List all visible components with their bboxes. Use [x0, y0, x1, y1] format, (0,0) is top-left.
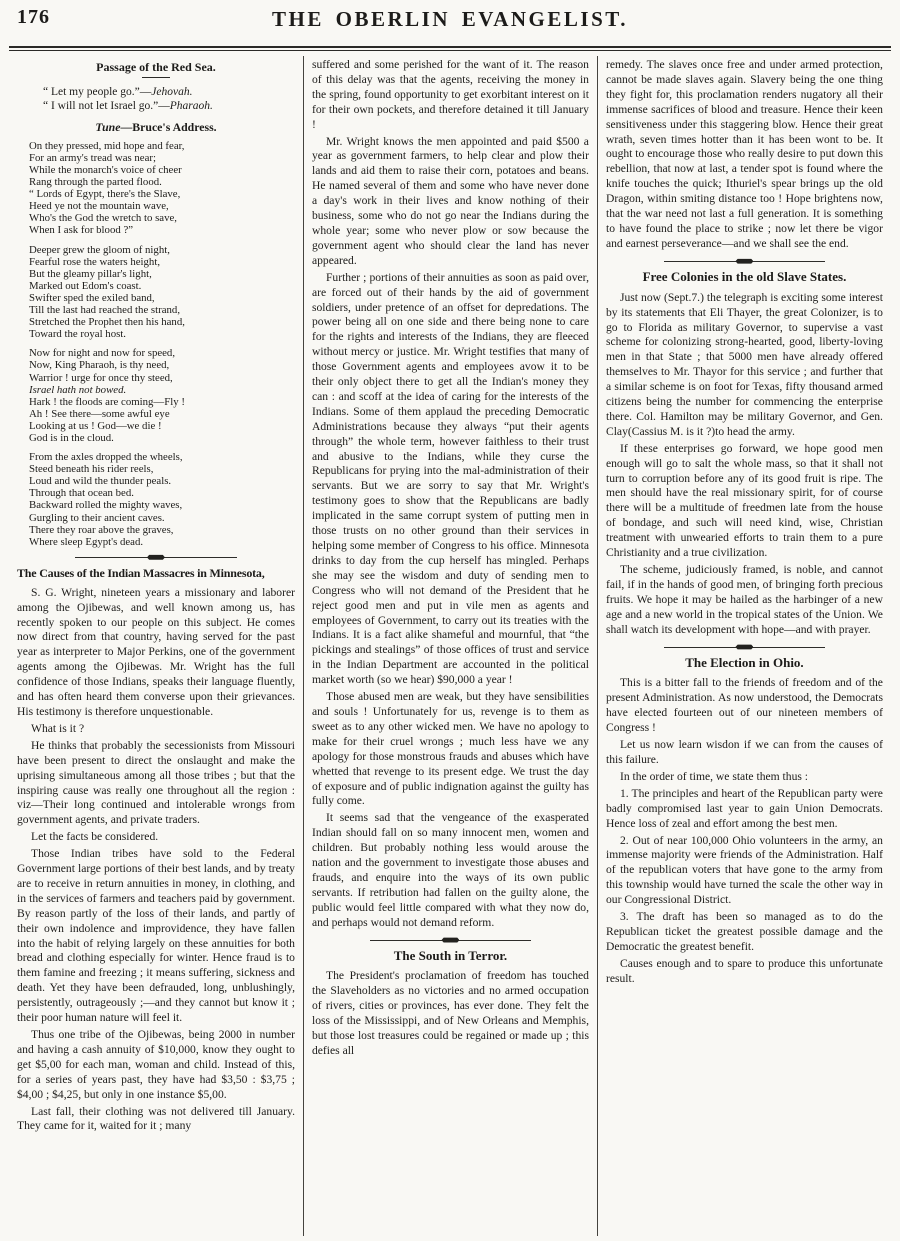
poem-line: Till the last had reached the strand, — [29, 304, 181, 317]
paragraph: If these enterprises go forward, we hope good men enough will go to salt the whole mass, so that it shall not turn to corruption before any of its good fruit is ripe. The men should have the real missionary spirit, for of course there will be a multitude of freedmen late from the house of bondage, and such will need kind, wise, Christian treatment with unwearied efforts to train them to a pure Christianity and a true civilization. — [605, 441, 883, 560]
poem-line: Where sleep Egypt's dead. — [29, 535, 144, 548]
poem-line: Looking at us ! God—we die ! — [29, 419, 162, 432]
paragraph: 1. The principles and heart of the Republican party were badly compromised last year to gain Union Democrats. Hence loss of zeal and effort among the best men. — [605, 786, 883, 830]
poem-line: Now, King Pharaoh, is thy need, — [29, 359, 170, 372]
masthead-title: THE OBERLIN EVANGELIST. — [272, 7, 628, 31]
paragraph: 3. The draft has been so managed as to do the Republican ticket the greatest possible damage and the Democratic the greatest benefit. — [605, 910, 883, 953]
article-body — [312, 969, 589, 1058]
tune-rest: —Bruce's Address. — [120, 119, 217, 134]
article-south-in-terror — [312, 949, 589, 1059]
poem-line: From the axles dropped the wheels, — [29, 451, 183, 464]
poem-stanza-4 — [29, 451, 295, 548]
article-title: The Election in Ohio. — [685, 654, 804, 670]
paragraph: Last fall, their clothing was not delivered till January. They came for it, waited for it ; many — [17, 1104, 295, 1133]
article-title: The South in Terror. — [393, 947, 508, 963]
divider-diamond-icon — [441, 937, 459, 943]
paragraph: He thinks that probably the secessionists from Missouri have been present to direct the onslaught and make the uprising simultaneous among all those tribes ; but that the inspiring cause was really one throughout all the region : viz—Their long continued and intolerable wrongs from government agents, and private traders. — [17, 738, 295, 827]
poem-line: Marked out Edom's coast. — [29, 279, 142, 292]
article-title: The Causes of the Indian Massacres in Minnesota, — [17, 565, 265, 580]
epigraph-quote: “ I will not let Israel go.”— — [43, 99, 170, 112]
poem-line: Steed beneath his rider reels, — [29, 463, 154, 476]
paragraph: S. G. Wright, nineteen years a missionary and laborer among the Ojibewas, and well known among us, has recently spoken to our people on this subject. He comes now direct from that country, having served for the past year as interpreter to Major Perkins, one of the government agents among the Ojibewas. Mr. Wright has the full confidence of those Indians, speaks their language fluently, and has often heard them converse upon their grievances. His testimony is therefore unquestionable. — [17, 585, 295, 718]
article-title: Free Colonies in the old Slave States. — [642, 268, 847, 284]
epigraph-attribution: Pharaoh. — [169, 99, 213, 112]
poem-line: Who's the God the wretch to save, — [29, 212, 177, 225]
poem-line: Swifter sped the exiled band, — [29, 291, 155, 304]
poem-line: When I ask for blood ?” — [29, 224, 134, 237]
poem-line: Stretched the Prophet then his hand, — [29, 316, 185, 329]
column-2 — [303, 56, 597, 1236]
paragraph: Let us now learn wisdon if we can from the causes of this failure. — [605, 738, 883, 766]
epigraph-attribution: Jehovah. — [151, 85, 193, 98]
poem-line: There they roar above the graves, — [29, 523, 174, 536]
page-header — [0, 0, 900, 43]
poem-line: Deeper grew the gloom of night, — [29, 243, 170, 256]
poem-line: Rang through the parted flood. — [29, 176, 162, 189]
column-1 — [9, 56, 303, 1236]
poem-line: Heed ye not the mountain wave, — [29, 200, 169, 213]
paragraph: Let the facts be considered. — [31, 830, 159, 844]
poem-line: Loud and wild the thunder peals. — [29, 475, 172, 488]
poem-line: Israel hath not bowed. — [29, 383, 127, 396]
paragraph: It seems sad that the vengeance of the exasperated Indian should fall on so many innocent men, women and children. But probably nothing less would arouse the nation and the government to investigate those abuses and frauds, and enquire into the ways of its own public servants. If retribution had fallen on the guilty alone, the public would feel little compared with what they now do, and perhaps would not demand reform. — [311, 811, 589, 929]
poem-stanza-2 — [29, 244, 295, 341]
paragraph: Those Indian tribes have sold to the Federal Government large portions of their best lands, and by treaty are to receive in return annuities in money, in clothing, and in the services of farmers and teachers paid by government. By reason partly of the loss of their lands, and partly of their own indolence and improvidence, they have fallen into the habit of relying largely on these annuities for both bread and clothing especially for winter. Hence fraud is to them famine and freezing ; it means suffering, sickness and death. Yet they have been defrauded, long, unblushingly, persistently, outrageously ;—and they cannot but know it ; their poor human nature will feel it. — [17, 847, 295, 1025]
section-divider — [664, 261, 825, 262]
article-election-in-ohio — [606, 656, 883, 987]
paragraph: The President's proclamation of freedom has touched the Slaveholders as no victories and no armed occupation of rivers, cities or provinces, has ever done. They felt the loss of the Mississippi, and of New Orleans and Memphis, but those lost treasures could be regained or made up ; this defies all — [311, 969, 589, 1057]
poem-line: Fearful rose the waters height, — [29, 255, 161, 268]
columns-container — [0, 51, 900, 1236]
article-continuation — [312, 58, 589, 931]
poem-line: For an army's tread was near; — [29, 151, 156, 164]
poem-line: On they pressed, mid hope and fear, — [29, 139, 185, 152]
poem-line: Ah ! See there—some awful eye — [29, 407, 170, 420]
poem-line: Warrior ! urge for once thy steed, — [29, 371, 173, 384]
column-3 — [597, 56, 891, 1236]
section-divider — [664, 647, 825, 648]
poem-tune-line — [17, 120, 295, 135]
section-divider — [370, 940, 531, 941]
page-number: 176 — [17, 6, 50, 28]
paragraph: This is a bitter fall to the friends of freedom and of the present Administration. As now understood, the Democrats have elected fourteen out of our nineteen members of Congress ! — [605, 676, 883, 735]
poem-line: “ Lords of Egypt, there's the Slave, — [29, 188, 181, 201]
poem-stanza-1 — [29, 140, 295, 237]
paragraph: Causes enough and to spare to produce this unfortunate result. — [605, 956, 883, 985]
paragraph: Those abused men are weak, but they have sensibilities and souls ! Unfortunately for us, revenge is to them as sweet as to any other wicked men. We have no apology to make for their cruel wrongs ; much less have we any apology for those monstrous frauds and abuses which have whetted that revenge to its present edge. We trust the day of exposure and of public indignation against the guilty has fully come. — [311, 690, 589, 808]
paragraph: The scheme, judiciously framed, is noble, and cannot fail, if in the hands of good men, of bringing forth precious fruits. We hope it may be hailed as the harbinger of a new age and a new world in the tropical states of the Union. We shall watch its development with hope—and with prayer. — [605, 563, 883, 636]
poem-line: Gurgling to their ancient caves. — [29, 511, 165, 524]
paragraph: Further ; portions of their annuities as soon as paid over, are forced out of their hands by the aid of government soldiers, under pretence of an offset for depredations. The power being all on one side and there being none to care for the rights and interests of the Indians, they are fleeced without mercy or justice. Mr. Wright testifies that many of those Government agents and employees avow it to be their only object there to get all the Indian's money they can : and scoff at the idea of caring for the interests of the Indians. Some of them applaud the preceding Democratic Administrations because they always “put their agents through” the whole term, however faithless to their trust and abusive to the Indians, while they curse the Republicans for prying into the mal-administration of their servants. But we are sorry to say that Mr. Wright's testimony goes to show that the Republicans are badly implicated in the same corrupt system of putting men in those trusts on no other ground than their services in helping some member of Congress to his office. Minnesota drinks to day from the cup herself has mingled. Perhaps she may see the wisdom and duty of sending men to Congress who will not demand of the President that he reject good men and put in vile men as agents and employees of Government, to carry out its treaties with the Indians. It is a fact alike shameful and mournful, that “the pickings and stealings” of those offices of trust and service in the Indian Department are accounted in the political market worth (so we hear) $90,000 a year ! — [311, 270, 589, 687]
poem-stanza-3 — [29, 347, 295, 444]
paragraph: Just now (Sept.7.) the telegraph is exciting some interest by its statements that Eli Thayer, the great Colonizer, is to go to Florida as military Governor, to supervise a vast scheme for colonizing strong-hearted, good, liberty-loving men in that State ; that 5000 men have already offered themselves to Mr. Thayor for this service ; and further that a similar scheme is on foot for Texas, fifty thousand armed citizens being the number for commencing the enterprise there. Col. Hamilton may be military Governor, and Gen. Clay(Cassius M. is it ?)to head the army. — [605, 290, 883, 438]
paragraph: Thus one tribe of the Ojibewas, being 2000 in number and having a cash annuity of $10,000, know they ought to get $5,00 for each man, woman and child. Instead of this, for a series of years past, they have had $3,50 : $3,75 ; $4,00 ; $4,25, but only in one instance $5,00. — [17, 1028, 295, 1101]
paragraph: What is it ? — [31, 721, 85, 735]
poem-title-rule — [142, 77, 170, 78]
poem-line: Through that ocean bed. — [29, 487, 134, 500]
divider-diamond-icon — [147, 554, 165, 560]
divider-diamond-icon — [735, 644, 753, 650]
paragraph: 2. Out of near 100,000 Ohio volunteers in the army, an immense majority were friends of the Administration. Half of the republican voters that have gone to the army from this township would have turned the scale the other way in our Congressional District. — [605, 833, 883, 907]
poem-passage-of-the-red-sea — [17, 60, 295, 548]
section-divider — [75, 557, 236, 558]
article-body — [17, 586, 295, 1135]
epigraph-quote: “ Let my people go.”— — [43, 85, 152, 98]
article-continuation-paragraph: remedy. The slaves once free and under armed protection, cannot be made slaves again. Slavery being the one thing they fight for, this proclamation renders nugatory all their immense sacrifices of blood and treasure. Hence their keen sensitiveness under this staggering blow. Hence their great wrath, seven times hotter than it has been wont to be. It ought to encourage those who really desire to put down this rebellion, that now at last, a tender spot is found where the knife touches the quick; Ithuriel's spear brings up the old Dragon, within smiting distance too ! Hope brightens now, that the war need not last a full generation. It is something to have found the place to strike ; now let there be vigor and earnest perseverance—and we shall see the end. — [605, 58, 883, 250]
article-body — [606, 291, 883, 638]
poem-line: Toward the royal host. — [29, 328, 126, 341]
poem-epigraph — [43, 99, 295, 113]
paragraph: In the order of time, we state them thus : — [619, 769, 808, 783]
tune-label: Tune — [95, 119, 121, 134]
poem-line: While the monarch's voice of cheer — [29, 164, 182, 176]
poem-epigraph — [43, 85, 295, 99]
article-indian-massacres — [17, 566, 295, 1135]
poem-line: But the gleamy pillar's light, — [29, 267, 152, 280]
article-free-colonies — [606, 270, 883, 638]
divider-diamond-icon — [735, 258, 753, 264]
paragraph: suffered and some perished for the want of it. The reason of this delay was that the agents, receiving the money in the spring, found opportunity to get exorbitant interest on it for their own pockets, and therefore detained it till January ! — [311, 58, 589, 131]
poem-line: Hark ! the floods are coming—Fly ! — [29, 395, 185, 408]
poem-line: Now for night and now for speed, — [29, 347, 176, 360]
paragraph: Mr. Wright knows the men appointed and paid $500 a year as government farmers, to help clear and plow their lands and aid them to raise their corn, potatoes and beans. He named several of them and some who have never done a day's work in their lives and know nothing of their business, some who do not go near the Indians during the whole year; some who never plow or sow because the government agent who should clear the land has never appeared. — [311, 134, 589, 267]
article-body — [606, 676, 883, 986]
poem-line: God is in the cloud. — [29, 431, 114, 444]
poem-line: Backward rolled the mighty waves, — [29, 499, 183, 512]
poem-title: Passage of the Red Sea. — [96, 60, 216, 74]
